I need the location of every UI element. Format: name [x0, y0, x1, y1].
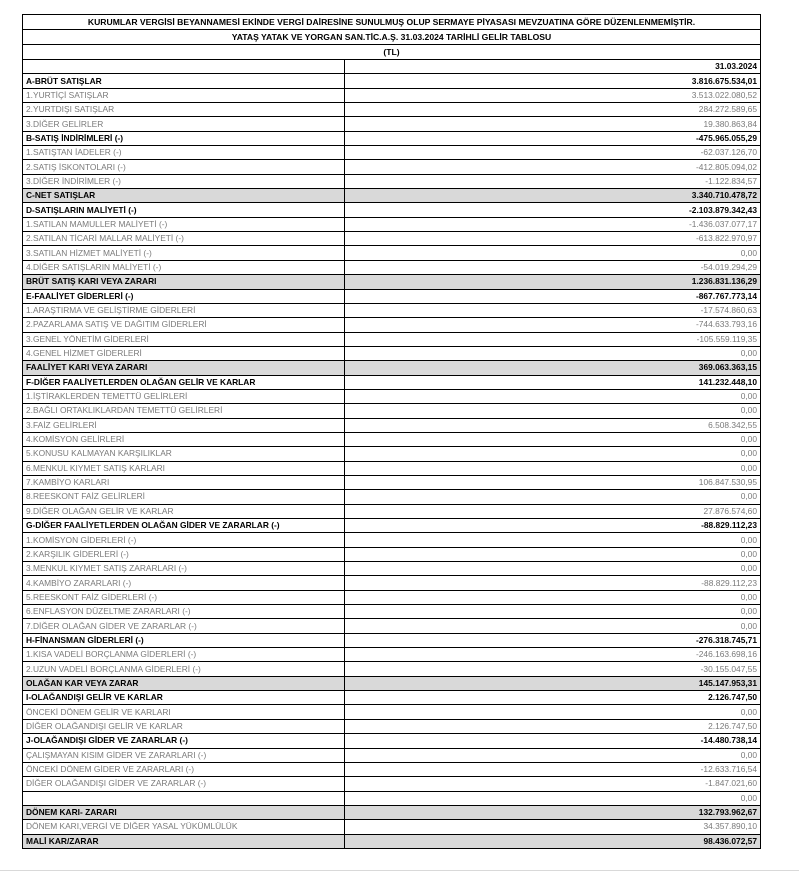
row-label: 3.SATILAN HİZMET MALİYETİ (-) — [23, 246, 345, 260]
table-row — [23, 547, 761, 561]
row-value: -412.805.094,02 — [345, 160, 761, 174]
table-row — [23, 160, 761, 174]
row-value: 0,00 — [345, 490, 761, 504]
table-row — [23, 203, 761, 217]
row-label: 4.DİĞER SATIŞLARIN MALİYETİ (-) — [23, 260, 345, 274]
row-label: DÖNEM KARI- ZARARI — [23, 805, 345, 819]
table-row — [23, 676, 761, 690]
table-row — [23, 389, 761, 403]
row-label: 3.DİĞER İNDİRİMLER (-) — [23, 174, 345, 188]
table-row — [23, 74, 761, 88]
row-label: 1.İŞTİRAKLERDEN TEMETTÜ GELİRLERİ — [23, 389, 345, 403]
row-label: 2.PAZARLAMA SATIŞ VE DAĞITIM GİDERLERİ — [23, 318, 345, 332]
table-row — [23, 303, 761, 317]
row-label: ÇALIŞMAYAN KISIM GİDER VE ZARARLARI (-) — [23, 748, 345, 762]
table-row — [23, 691, 761, 705]
table-row — [23, 131, 761, 145]
row-value: 145.147.953,31 — [345, 676, 761, 690]
table-row — [23, 346, 761, 360]
row-label — [23, 791, 345, 805]
row-label: ÖNCEKİ DÖNEM GELİR VE KARLARI — [23, 705, 345, 719]
table-row — [23, 748, 761, 762]
row-value: 0,00 — [345, 619, 761, 633]
row-value: -276.318.745,71 — [345, 633, 761, 647]
row-label: 5.REESKONT FAİZ GİDERLERİ (-) — [23, 590, 345, 604]
date-header-row — [23, 60, 761, 74]
row-value: -88.829.112,23 — [345, 576, 761, 590]
row-label: 4.GENEL HİZMET GİDERLERİ — [23, 346, 345, 360]
row-value: -54.019.294,29 — [345, 260, 761, 274]
table-row — [23, 432, 761, 446]
table-row — [23, 590, 761, 604]
table-row — [23, 361, 761, 375]
table-row — [23, 146, 761, 160]
row-label: 3.MENKUL KIYMET SATIŞ ZARARLARI (-) — [23, 562, 345, 576]
table-row — [23, 475, 761, 489]
table-row — [23, 232, 761, 246]
row-label: MALİ KAR/ZARAR — [23, 834, 345, 848]
date-header-label-cell — [23, 60, 345, 74]
row-label: OLAĞAN KAR VEYA ZARAR — [23, 676, 345, 690]
row-value: 0,00 — [345, 246, 761, 260]
row-label: 1.YURTİÇİ SATIŞLAR — [23, 88, 345, 102]
table-row — [23, 633, 761, 647]
table-row — [23, 805, 761, 819]
row-value: 3.816.675.534,01 — [345, 74, 761, 88]
row-value: -14.480.738,14 — [345, 734, 761, 748]
row-label: D-SATIŞLARIN MALİYETİ (-) — [23, 203, 345, 217]
row-value: 141.232.448,10 — [345, 375, 761, 389]
row-value: -246.163.698,16 — [345, 648, 761, 662]
row-value: 0,00 — [345, 346, 761, 360]
row-value: -2.103.879.342,43 — [345, 203, 761, 217]
table-row — [23, 375, 761, 389]
row-label: BRÜT SATIŞ KARI VEYA ZARARI — [23, 275, 345, 289]
row-label: 1.SATIŞTAN İADELER (-) — [23, 146, 345, 160]
row-value: -1.847.021,60 — [345, 777, 761, 791]
row-label: H-FİNANSMAN GİDERLERİ (-) — [23, 633, 345, 647]
row-label: 4.KOMİSYON GELİRLERİ — [23, 432, 345, 446]
table-row — [23, 719, 761, 733]
table-row — [23, 576, 761, 590]
row-label: DÖNEM KARI,VERGİ VE DİĞER YASAL YÜKÜMLÜLÜK — [23, 820, 345, 834]
row-value: 0,00 — [345, 447, 761, 461]
row-label: 2.KARŞILIK GİDERLERİ (-) — [23, 547, 345, 561]
row-value: -867.767.773,14 — [345, 289, 761, 303]
row-value: 0,00 — [345, 705, 761, 719]
page-bottom-divider — [0, 870, 799, 871]
row-value: -744.633.793,16 — [345, 318, 761, 332]
row-label: 7.DİĞER OLAĞAN GİDER VE ZARARLAR (-) — [23, 619, 345, 633]
table-row — [23, 418, 761, 432]
table-row — [23, 289, 761, 303]
row-value: -105.559.119,35 — [345, 332, 761, 346]
table-row — [23, 791, 761, 805]
table-row — [23, 820, 761, 834]
row-label: I-OLAĞANDIŞI GELİR VE KARLAR — [23, 691, 345, 705]
row-value: 6.508.342,55 — [345, 418, 761, 432]
row-label: 5.KONUSU KALMAYAN KARŞILIKLAR — [23, 447, 345, 461]
row-value: 98.436.072,57 — [345, 834, 761, 848]
row-label: 3.FAİZ GELİRLERİ — [23, 418, 345, 432]
table-row — [23, 605, 761, 619]
table-row — [23, 662, 761, 676]
row-value: -475.965.055,29 — [345, 131, 761, 145]
row-value: 0,00 — [345, 389, 761, 403]
row-label: 1.ARAŞTIRMA VE GELİŞTİRME GİDERLERİ — [23, 303, 345, 317]
row-label: 4.KAMBİYO ZARARLARI (-) — [23, 576, 345, 590]
row-value: -1.122.834,57 — [345, 174, 761, 188]
row-value: -17.574.860,63 — [345, 303, 761, 317]
row-value: 2.126.747,50 — [345, 691, 761, 705]
row-label: 3.DİĞER GELİRLER — [23, 117, 345, 131]
table-row — [23, 705, 761, 719]
row-label: J-OLAĞANDIŞI GİDER VE ZARARLAR (-) — [23, 734, 345, 748]
row-value: 2.126.747,50 — [345, 719, 761, 733]
table-row — [23, 117, 761, 131]
date-column-header: 31.03.2024 — [345, 60, 761, 74]
row-label: 1.SATILAN MAMULLER MALİYETİ (-) — [23, 217, 345, 231]
row-label: 7.KAMBİYO KARLARI — [23, 475, 345, 489]
income-table — [22, 59, 761, 849]
table-row — [23, 103, 761, 117]
table-row — [23, 88, 761, 102]
table-row — [23, 533, 761, 547]
row-label: 6.MENKUL KIYMET SATIŞ KARLARI — [23, 461, 345, 475]
table-row — [23, 648, 761, 662]
table-row — [23, 318, 761, 332]
currency-label: (TL) — [22, 44, 761, 59]
table-row — [23, 562, 761, 576]
row-label: A-BRÜT SATIŞLAR — [23, 74, 345, 88]
table-row — [23, 189, 761, 203]
row-label: 6.ENFLASYON DÜZELTME ZARARLARI (-) — [23, 605, 345, 619]
row-label: ÖNCEKİ DÖNEM GİDER VE ZARARLARI (-) — [23, 762, 345, 776]
table-row — [23, 834, 761, 848]
table-row — [23, 762, 761, 776]
table-row — [23, 260, 761, 274]
row-label: 2.SATIŞ İSKONTOLARI (-) — [23, 160, 345, 174]
row-value: 106.847.530,95 — [345, 475, 761, 489]
table-row — [23, 519, 761, 533]
row-label: 2.YURTDIŞI SATIŞLAR — [23, 103, 345, 117]
row-label: F-DİĞER FAALİYETLERDEN OLAĞAN GELİR VE KARLAR — [23, 375, 345, 389]
row-label: 8.REESKONT FAİZ GELİRLERİ — [23, 490, 345, 504]
row-value: 3.340.710.478,72 — [345, 189, 761, 203]
table-row — [23, 404, 761, 418]
row-value: 0,00 — [345, 533, 761, 547]
row-label: 1.KISA VADELİ BORÇLANMA GİDERLERİ (-) — [23, 648, 345, 662]
company-title: YATAŞ YATAK VE YORGAN SAN.TİC.A.Ş. 31.03.2024 TARİHLİ GELİR TABLOSU — [22, 29, 761, 44]
table-row — [23, 734, 761, 748]
table-row — [23, 619, 761, 633]
row-value: 0,00 — [345, 791, 761, 805]
row-value: 284.272.589,65 — [345, 103, 761, 117]
table-row — [23, 447, 761, 461]
row-value: 0,00 — [345, 590, 761, 604]
row-label: DİĞER OLAĞANDIŞI GİDER VE ZARARLAR (-) — [23, 777, 345, 791]
table-row — [23, 777, 761, 791]
row-value: -613.822.970,97 — [345, 232, 761, 246]
row-value: 0,00 — [345, 432, 761, 446]
row-value: 0,00 — [345, 547, 761, 561]
row-label: G-DİĞER FAALİYETLERDEN OLAĞAN GİDER VE ZARARLAR (-) — [23, 519, 345, 533]
row-value: 3.513.022.080,52 — [345, 88, 761, 102]
row-value: 0,00 — [345, 562, 761, 576]
row-value: 0,00 — [345, 461, 761, 475]
table-row — [23, 490, 761, 504]
row-label: C-NET SATIŞLAR — [23, 189, 345, 203]
row-label: 3.GENEL YÖNETİM GİDERLERİ — [23, 332, 345, 346]
row-label: FAALİYET KARI VEYA ZARARI — [23, 361, 345, 375]
row-value: 27.876.574,60 — [345, 504, 761, 518]
table-row — [23, 275, 761, 289]
row-value: -62.037.126,70 — [345, 146, 761, 160]
row-label: 2.SATILAN TİCARİ MALLAR MALİYETİ (-) — [23, 232, 345, 246]
row-value: -12.633.716,54 — [345, 762, 761, 776]
table-row — [23, 332, 761, 346]
row-value: -1.436.037.077,17 — [345, 217, 761, 231]
row-value: 1.236.831.136,29 — [345, 275, 761, 289]
income-statement-sheet — [22, 14, 761, 849]
row-label: DİĞER OLAĞANDIŞI GELİR VE KARLAR — [23, 719, 345, 733]
row-value: 369.063.363,15 — [345, 361, 761, 375]
row-value: 0,00 — [345, 404, 761, 418]
table-row — [23, 504, 761, 518]
table-row — [23, 217, 761, 231]
table-row — [23, 461, 761, 475]
row-value: 132.793.962,67 — [345, 805, 761, 819]
row-label: E-FAALİYET GİDERLERİ (-) — [23, 289, 345, 303]
row-value: 34.357.890,10 — [345, 820, 761, 834]
row-value: -88.829.112,23 — [345, 519, 761, 533]
row-value: 0,00 — [345, 748, 761, 762]
row-label: B-SATIŞ İNDİRİMLERİ (-) — [23, 131, 345, 145]
table-row — [23, 246, 761, 260]
row-value: 0,00 — [345, 605, 761, 619]
row-value: 19.380.863,84 — [345, 117, 761, 131]
row-label: 2.BAĞLI ORTAKLIKLARDAN TEMETTÜ GELİRLERİ — [23, 404, 345, 418]
row-label: 9.DİĞER OLAĞAN GELİR VE KARLAR — [23, 504, 345, 518]
row-value: -30.155.047,55 — [345, 662, 761, 676]
row-label: 1.KOMİSYON GİDERLERİ (-) — [23, 533, 345, 547]
table-row — [23, 174, 761, 188]
tax-notice-header: KURUMLAR VERGİSİ BEYANNAMESİ EKİNDE VERGİ DAİRESİNE SUNULMUŞ OLUP SERMAYE PİYASASI MEVZUATINA GÖRE DÜZENLENMEMİŞTİR. — [22, 14, 761, 29]
row-label: 2.UZUN VADELİ BORÇLANMA GİDERLERİ (-) — [23, 662, 345, 676]
